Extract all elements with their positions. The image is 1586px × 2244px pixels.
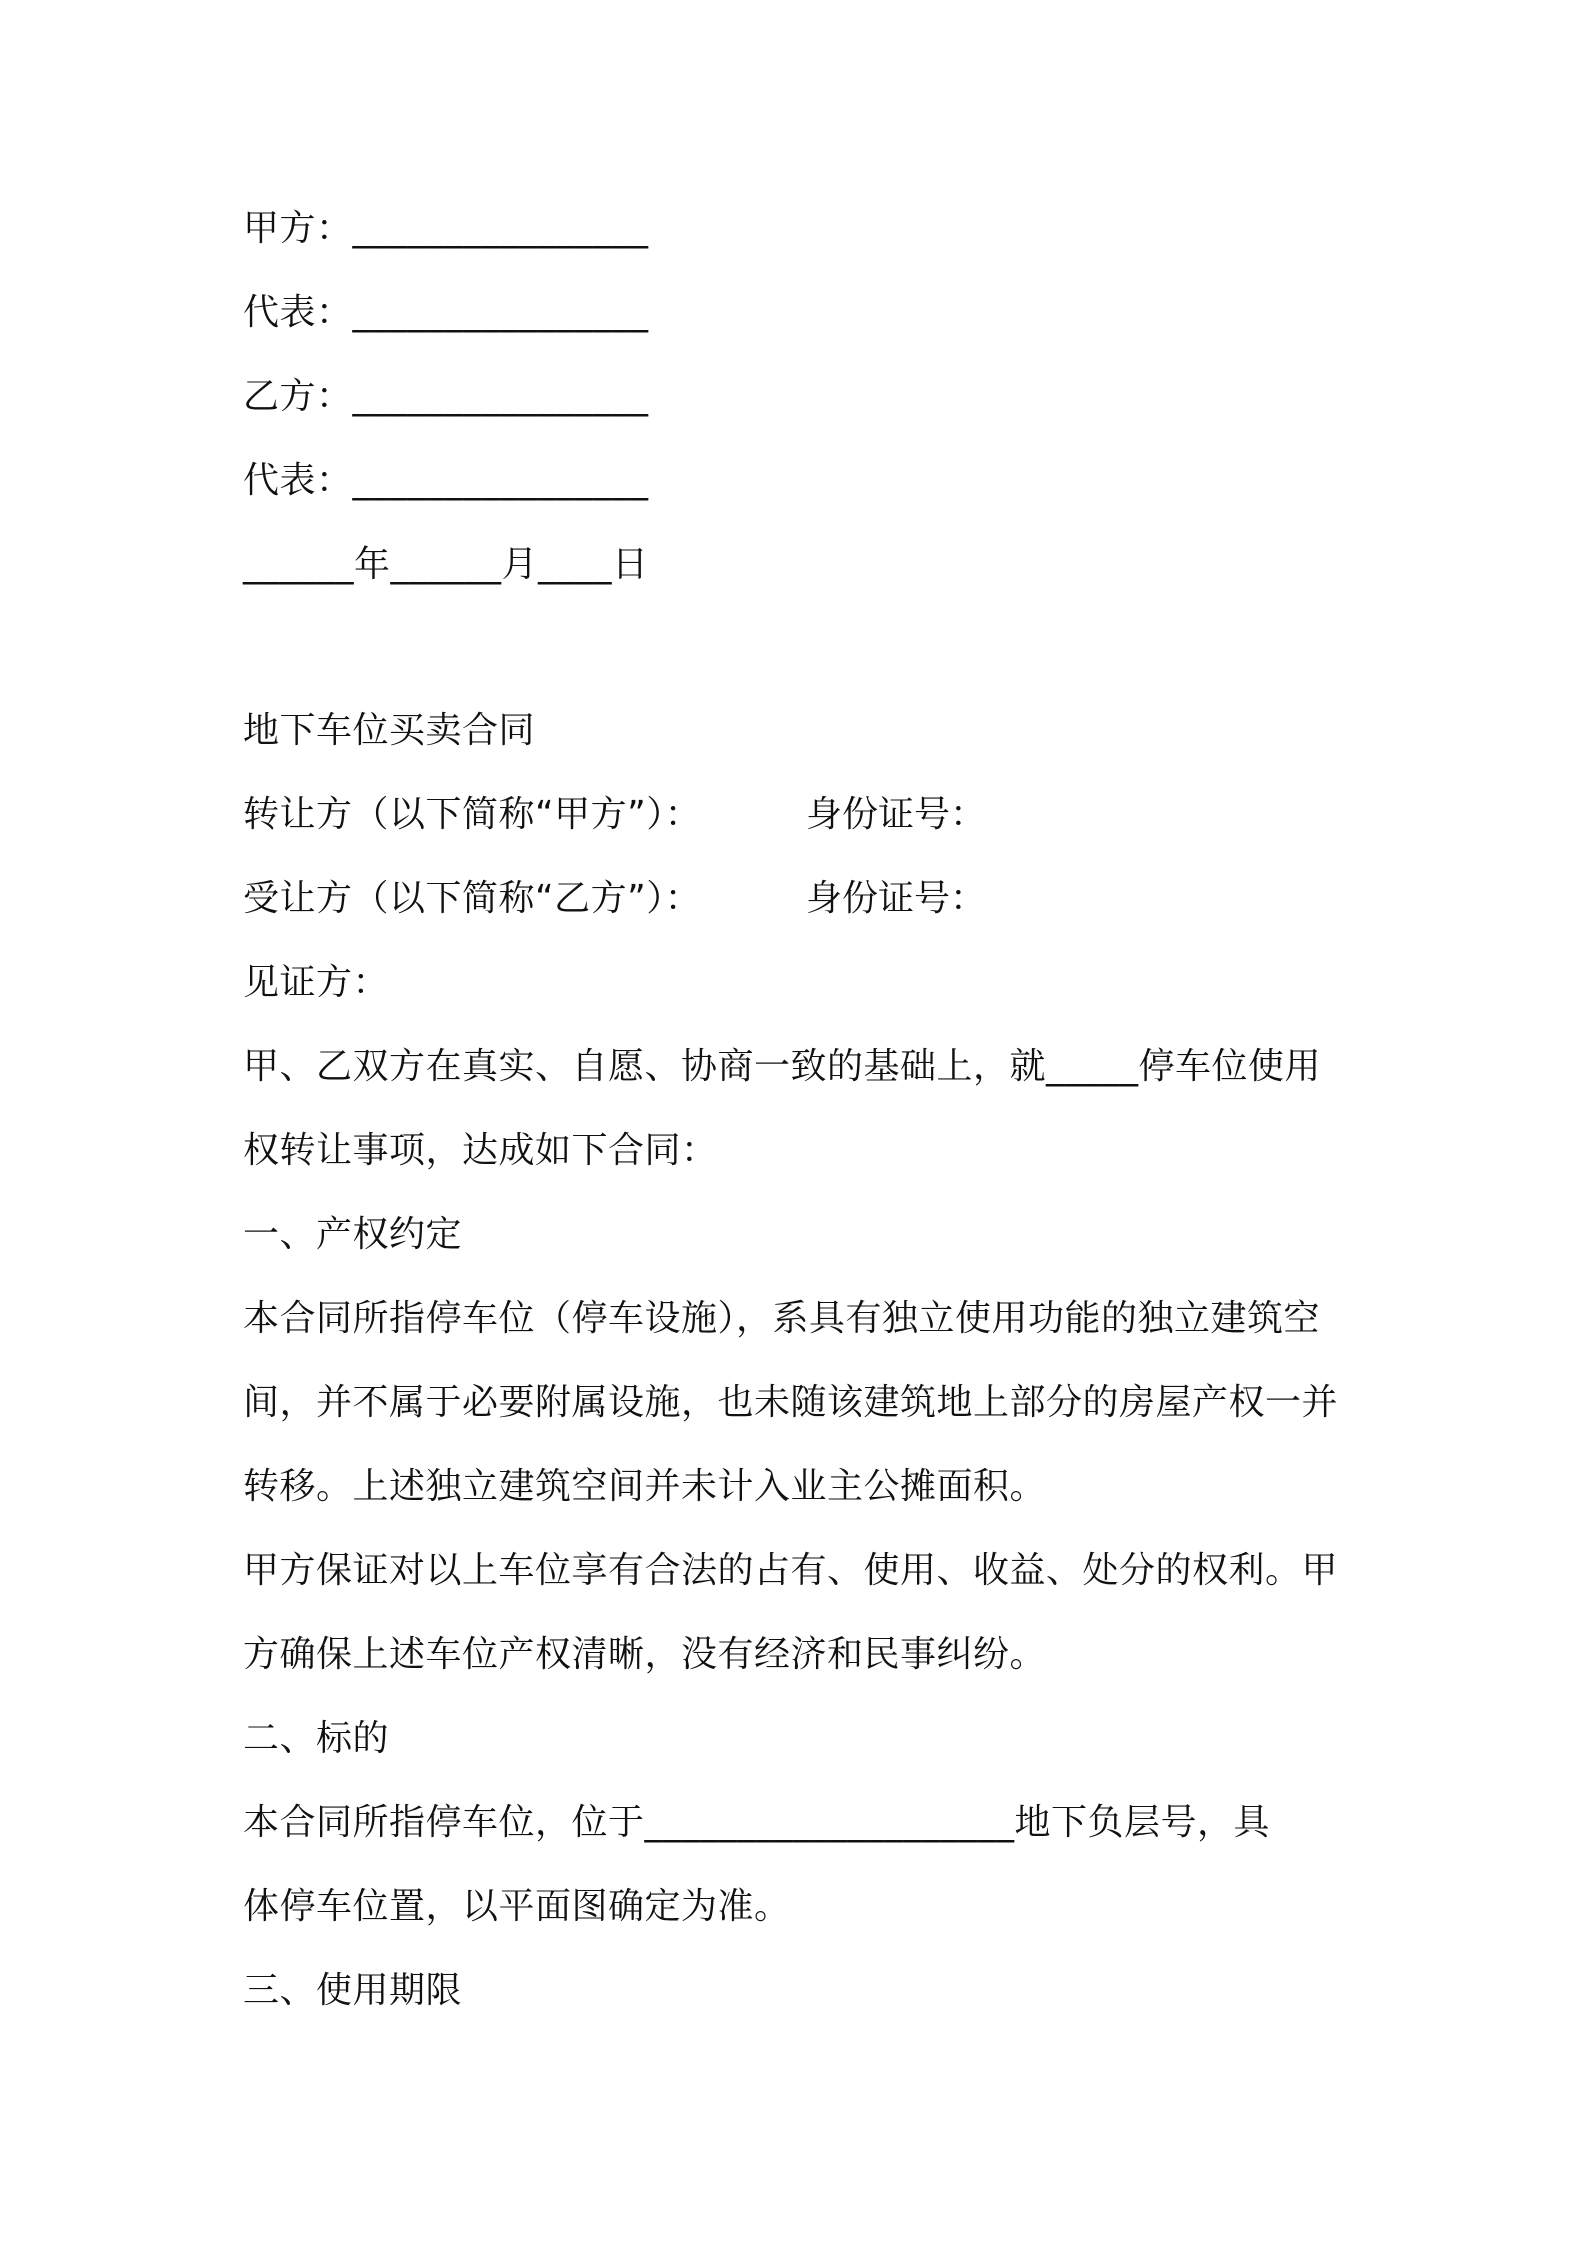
section1-p1-line-3: 转移。上述独立建筑空间并未计入业主公摊面积。 [243,1466,1047,1507]
section1-p2-line-2: 方确保上述车位产权清晰，没有经济和民事纠纷。 [243,1634,1047,1675]
transferor-line: 转让方（以下简称“甲方”）： [243,794,702,835]
contract-title: 地下车位买卖合同 [243,710,536,751]
transferee-line: 受让方（以下简称“乙方”）： [243,878,702,919]
intro-line-1: 甲、乙双方在真实、自愿、协商一致的基础上，就_____停车位使用 [243,1046,1322,1087]
date-line: ______年______月____日 [243,544,649,585]
section3-title: 三、使用期限 [243,1970,463,2011]
section1-p1-line-2: 间，并不属于必要附属设施，也未随该建筑地上部分的房屋产权一并 [243,1382,1339,1423]
section1-title: 一、产权约定 [243,1214,463,1255]
witness-line: 见证方： [243,962,390,1003]
transferor-id-label: 身份证号： [806,794,987,835]
section2-p1-line-2: 体停车位置，以平面图确定为准。 [243,1886,791,1927]
rep-b-line: 代表：________________ [243,460,649,501]
party-b-line: 乙方：________________ [243,376,649,417]
section1-p1-line-1: 本合同所指停车位（停车设施），系具有独立使用功能的独立建筑空 [243,1298,1321,1339]
transferee-id-label: 身份证号： [806,878,987,919]
section2-p1-line-1: 本合同所指停车位，位于____________________地下负层号，具 [243,1802,1271,1843]
intro-line-2: 权转让事项，达成如下合同： [243,1130,718,1171]
party-a-line: 甲方：________________ [243,208,649,249]
rep-a-line: 代表：________________ [243,292,649,333]
section1-p2-line-1: 甲方保证对以上车位享有合法的占有、使用、收益、处分的权利。甲 [243,1550,1339,1591]
section2-title: 二、标的 [243,1718,390,1759]
